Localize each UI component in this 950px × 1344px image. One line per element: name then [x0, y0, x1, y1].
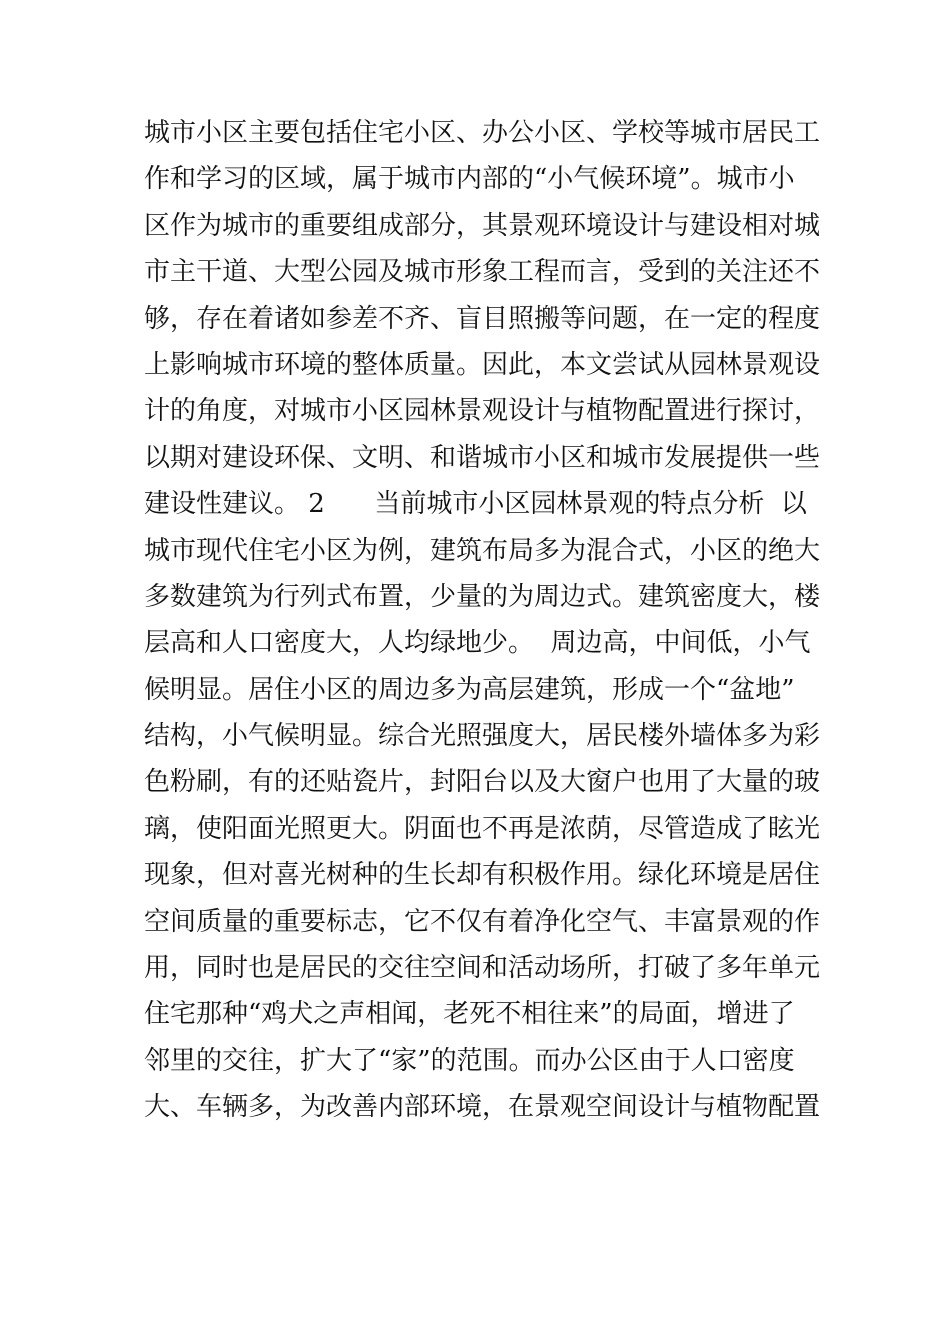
text-line: 候明显。居住小区的周边多为高层建筑，形成一个“盆地” — [144, 674, 795, 705]
text-line: 现象，但对喜光树种的生长却有积极作用。绿化环境是居住 — [144, 860, 821, 891]
text-line: 璃，使阳面光照更大。阴面也不再是浓荫，尽管造成了眩光 — [144, 813, 821, 844]
text-line: 建设性建议。 2 当前城市小区园林景观的特点分析 以 — [144, 489, 807, 520]
text-line: 够，存在着诸如参差不齐、盲目照搬等问题，在一定的程度 — [144, 303, 821, 334]
text-line: 区作为城市的重要组成部分，其景观环境设计与建设相对城 — [144, 210, 821, 241]
text-line: 大、车辆多，为改善内部环境，在景观空间设计与植物配置 — [144, 1092, 821, 1123]
text-line: 空间质量的重要标志，它不仅有着净化空气、丰富景观的作 — [144, 906, 821, 937]
text-line: 城市现代住宅小区为例，建筑布局多为混合式，小区的绝大 — [144, 535, 821, 566]
text-line: 上影响城市环境的整体质量。因此，本文尝试从园林景观设 — [144, 349, 821, 380]
text-line: 城市小区主要包括住宅小区、办公小区、学校等城市居民工 — [144, 118, 821, 148]
text-line: 住宅那种“鸡犬之声相闻，老死不相往来”的局面，增进了 — [144, 999, 795, 1030]
text-line: 结构，小气候明显。综合光照强度大，居民楼外墙体多为彩 — [144, 721, 821, 752]
text-line: 多数建筑为行列式布置，少量的为周边式。建筑密度大，楼 — [144, 581, 821, 612]
text-line: 邻里的交往，扩大了“家”的范围。而办公区由于人口密度 — [144, 1045, 795, 1076]
text-line: 市主干道、大型公园及城市形象工程而言，受到的关注还不 — [144, 257, 821, 288]
body-paragraph — [144, 110, 824, 1131]
text-line: 色粉刷，有的还贴瓷片，封阳台以及大窗户也用了大量的玻 — [144, 767, 821, 798]
text-line: 层高和人口密度大，人均绿地少。 周边高，中间低，小气 — [144, 628, 811, 659]
text-line: 作和学习的区域，属于城市内部的“小气候环境”。城市小 — [144, 164, 795, 195]
text-line: 以期对建设环保、文明、和谐城市小区和城市发展提供一些 — [144, 442, 821, 473]
text-line: 用，同时也是居民的交往空间和活动场所，打破了多年单元 — [144, 953, 821, 984]
text-line: 计的角度，对城市小区园林景观设计与植物配置进行探讨， — [144, 396, 821, 427]
